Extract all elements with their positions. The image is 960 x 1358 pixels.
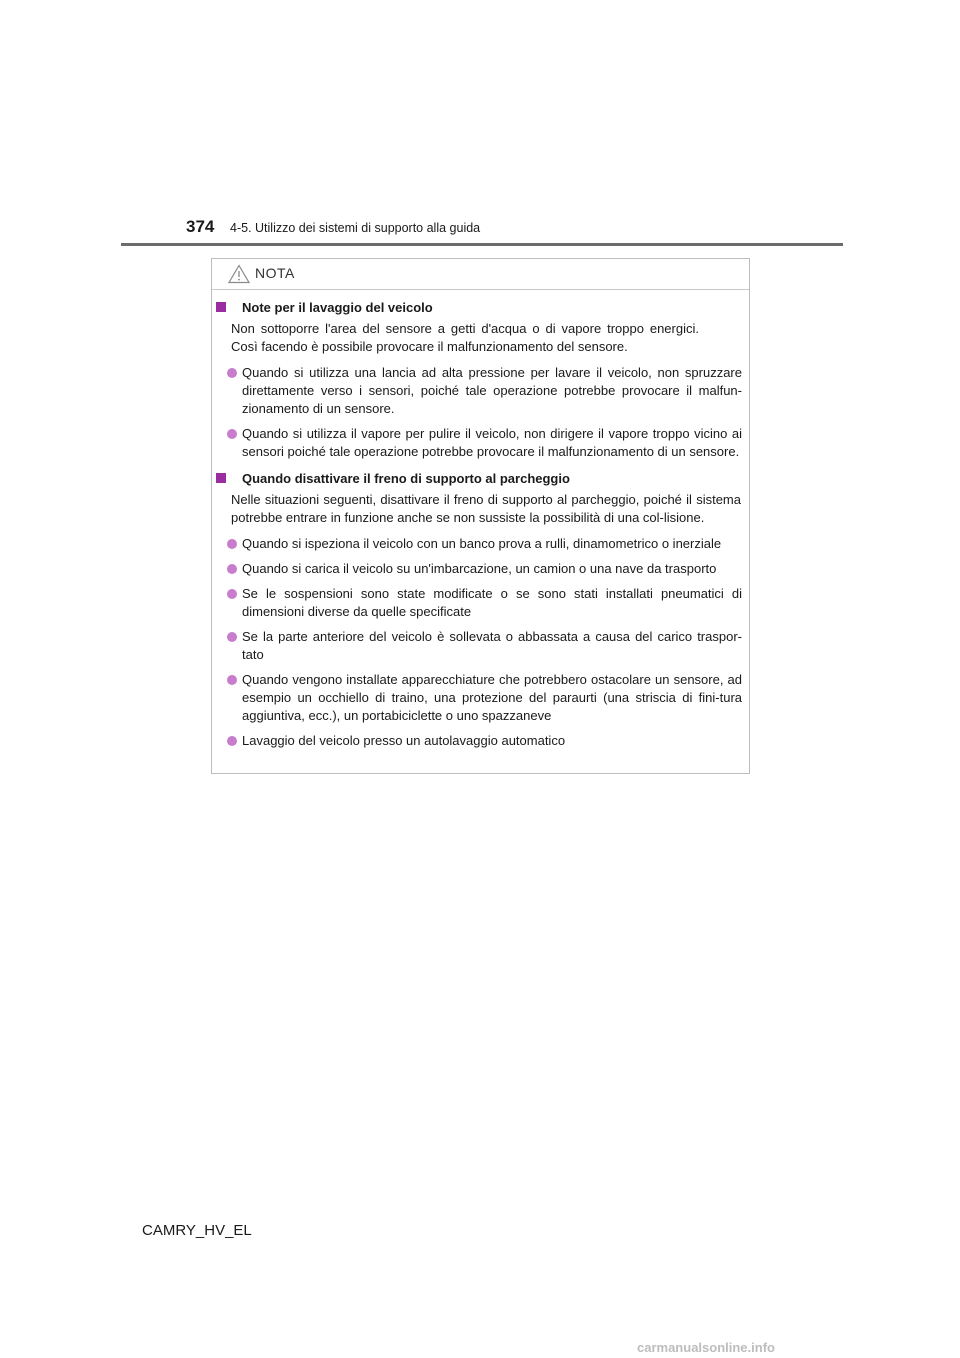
nota-label: NOTA [255,265,295,281]
page-header [0,0,960,250]
nota-body [212,299,749,757]
list-item [212,585,749,621]
list-item-text: Se le sospensioni sono state modificate o se sono stati installati pneumatici di dimensioni diverse da quelle specificate [242,586,742,619]
page-number: 374 [186,217,215,236]
list-item-text: Lavaggio del veicolo presso un autolavaggio automatico [242,733,566,748]
circle-bullet-icon [227,736,237,746]
circle-bullet-icon [227,429,237,439]
square-bullet-icon [216,302,226,312]
nota-header [212,259,749,290]
circle-bullet-icon [227,589,237,599]
section-intro: Non sottoporre l'area del sensore a getti d'acqua o di vapore troppo energici. Così facendo è possibile provocare il malfunzionamento del sensore. [231,321,699,354]
list-item-text: Quando si ispeziona il veicolo con un banco prova a rulli, dinamometrico o inerziale [242,536,722,551]
list-item-text: Quando si utilizza una lancia ad alta pressione per lavare il veicolo, non spruzzare direttamente verso i sensori, poiché tale operazione potrebbe provocare il malfun-zionamento di un sensore. [242,365,742,416]
warning-triangle-icon [228,264,250,284]
circle-bullet-icon [227,539,237,549]
circle-bullet-icon [227,368,237,378]
watermark: carmanualsonline.info [637,1340,775,1355]
section-heading [212,299,749,317]
list-item [212,425,749,461]
list-item [212,628,749,664]
list-item [212,671,749,725]
circle-bullet-icon [227,632,237,642]
section-title: 4-5. Utilizzo dei sistemi di supporto alla guida [230,221,481,235]
list-item-text: Se la parte anteriore del veicolo è sollevata o abbassata a causa del carico traspor-tato [242,629,742,662]
section-intro: Nelle situazioni seguenti, disattivare il freno di supporto al parcheggio, poiché il sistema potrebbe entrare in funzione anche se non sussiste la possibilità di una col-lisione. [231,492,741,525]
section-heading-text: Quando disattivare il freno di supporto al parcheggio [242,471,570,486]
header-rule [121,243,843,246]
list-item [212,732,749,750]
list-item [212,364,749,418]
list-item-text: Quando vengono installate apparecchiature che potrebbero ostacolare un sensore, ad esempio un occhiello di traino, una protezione del paraurti (una striscia di fini-tura aggiuntiva, ecc.), un portabiciclette o uno spazzaneve [242,672,742,723]
document-code: CAMRY_HV_EL [142,1222,252,1239]
section-heading-text: Note per il lavaggio del veicolo [242,300,433,315]
list-item [212,560,749,578]
list-item [212,535,749,553]
list-item-text: Quando si utilizza il vapore per pulire il veicolo, non dirigere il vapore troppo vicino ai sensori poiché tale operazione potrebbe provocare il malfunzionamento di un sensore. [242,426,742,459]
square-bullet-icon [216,473,226,483]
circle-bullet-icon [227,675,237,685]
circle-bullet-icon [227,564,237,574]
section-heading [212,470,749,488]
list-item-text: Quando si carica il veicolo su un'imbarcazione, un camion o una nave da trasporto [242,561,717,576]
nota-box [211,258,750,774]
